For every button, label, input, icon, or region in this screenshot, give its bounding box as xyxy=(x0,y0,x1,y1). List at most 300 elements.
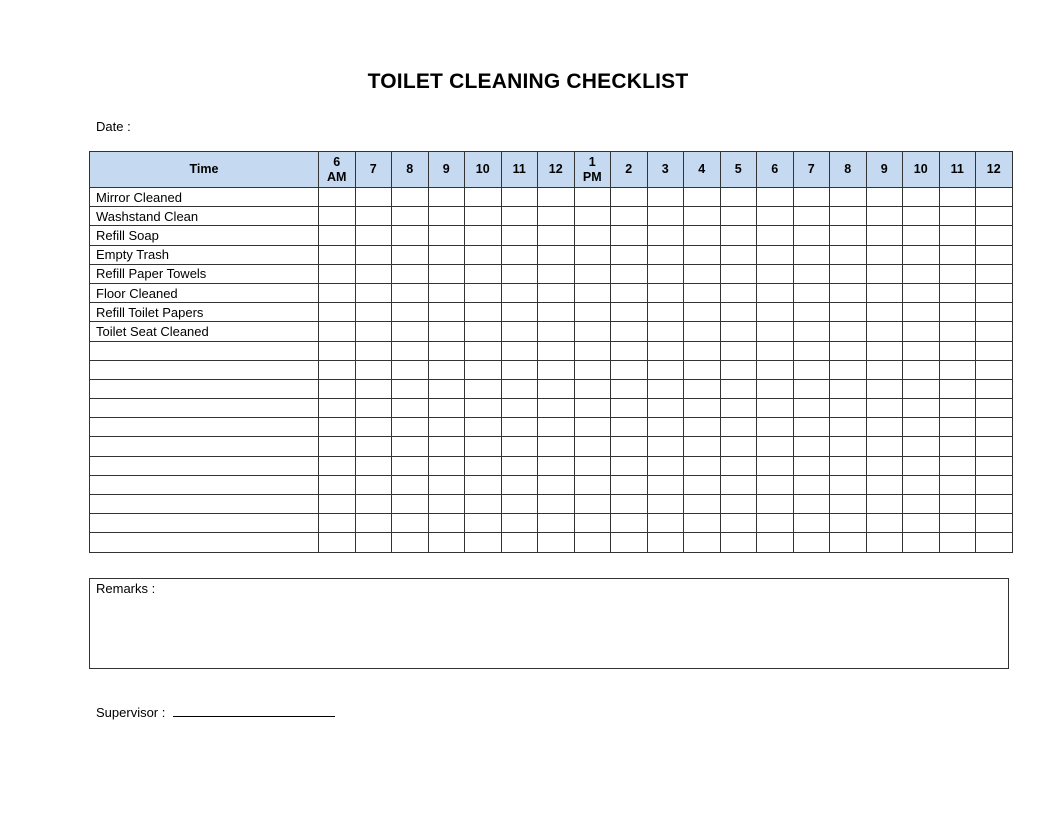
check-cell[interactable] xyxy=(903,322,940,341)
check-cell[interactable] xyxy=(830,341,867,360)
check-cell[interactable] xyxy=(465,341,502,360)
check-cell[interactable] xyxy=(866,418,903,437)
check-cell[interactable] xyxy=(501,188,538,207)
check-cell[interactable] xyxy=(392,360,429,379)
check-cell[interactable] xyxy=(319,188,356,207)
check-cell[interactable] xyxy=(465,207,502,226)
check-cell[interactable] xyxy=(611,245,648,264)
check-cell[interactable] xyxy=(757,226,794,245)
check-cell[interactable] xyxy=(830,533,867,552)
check-cell[interactable] xyxy=(465,437,502,456)
check-cell[interactable] xyxy=(720,456,757,475)
check-cell[interactable] xyxy=(355,399,392,418)
check-cell[interactable] xyxy=(465,456,502,475)
check-cell[interactable] xyxy=(319,245,356,264)
check-cell[interactable] xyxy=(684,207,721,226)
check-cell[interactable] xyxy=(392,303,429,322)
check-cell[interactable] xyxy=(757,245,794,264)
check-cell[interactable] xyxy=(647,283,684,302)
check-cell[interactable] xyxy=(574,207,611,226)
check-cell[interactable] xyxy=(647,207,684,226)
check-cell[interactable] xyxy=(903,303,940,322)
check-cell[interactable] xyxy=(684,437,721,456)
check-cell[interactable] xyxy=(465,475,502,494)
check-cell[interactable] xyxy=(684,283,721,302)
check-cell[interactable] xyxy=(939,495,976,514)
check-cell[interactable] xyxy=(976,533,1013,552)
check-cell[interactable] xyxy=(939,341,976,360)
check-cell[interactable] xyxy=(465,514,502,533)
check-cell[interactable] xyxy=(428,188,465,207)
check-cell[interactable] xyxy=(720,264,757,283)
check-cell[interactable] xyxy=(647,456,684,475)
check-cell[interactable] xyxy=(428,456,465,475)
check-cell[interactable] xyxy=(647,437,684,456)
check-cell[interactable] xyxy=(903,341,940,360)
check-cell[interactable] xyxy=(793,379,830,398)
check-cell[interactable] xyxy=(501,360,538,379)
check-cell[interactable] xyxy=(465,533,502,552)
check-cell[interactable] xyxy=(939,418,976,437)
check-cell[interactable] xyxy=(538,283,575,302)
check-cell[interactable] xyxy=(319,360,356,379)
check-cell[interactable] xyxy=(830,283,867,302)
check-cell[interactable] xyxy=(428,437,465,456)
check-cell[interactable] xyxy=(757,533,794,552)
check-cell[interactable] xyxy=(355,226,392,245)
check-cell[interactable] xyxy=(866,533,903,552)
check-cell[interactable] xyxy=(428,264,465,283)
check-cell[interactable] xyxy=(830,456,867,475)
check-cell[interactable] xyxy=(866,514,903,533)
check-cell[interactable] xyxy=(355,379,392,398)
check-cell[interactable] xyxy=(319,495,356,514)
check-cell[interactable] xyxy=(574,360,611,379)
check-cell[interactable] xyxy=(939,533,976,552)
check-cell[interactable] xyxy=(319,514,356,533)
check-cell[interactable] xyxy=(647,226,684,245)
check-cell[interactable] xyxy=(538,399,575,418)
check-cell[interactable] xyxy=(611,322,648,341)
check-cell[interactable] xyxy=(428,283,465,302)
check-cell[interactable] xyxy=(939,514,976,533)
check-cell[interactable] xyxy=(355,207,392,226)
check-cell[interactable] xyxy=(903,264,940,283)
check-cell[interactable] xyxy=(830,264,867,283)
check-cell[interactable] xyxy=(647,264,684,283)
check-cell[interactable] xyxy=(976,399,1013,418)
check-cell[interactable] xyxy=(428,207,465,226)
check-cell[interactable] xyxy=(538,245,575,264)
check-cell[interactable] xyxy=(757,303,794,322)
check-cell[interactable] xyxy=(647,322,684,341)
check-cell[interactable] xyxy=(757,437,794,456)
check-cell[interactable] xyxy=(319,283,356,302)
check-cell[interactable] xyxy=(976,322,1013,341)
check-cell[interactable] xyxy=(319,207,356,226)
check-cell[interactable] xyxy=(720,514,757,533)
check-cell[interactable] xyxy=(793,437,830,456)
check-cell[interactable] xyxy=(976,303,1013,322)
check-cell[interactable] xyxy=(319,456,356,475)
check-cell[interactable] xyxy=(392,207,429,226)
check-cell[interactable] xyxy=(684,514,721,533)
check-cell[interactable] xyxy=(392,245,429,264)
check-cell[interactable] xyxy=(501,437,538,456)
check-cell[interactable] xyxy=(720,245,757,264)
check-cell[interactable] xyxy=(574,418,611,437)
check-cell[interactable] xyxy=(684,456,721,475)
check-cell[interactable] xyxy=(720,322,757,341)
check-cell[interactable] xyxy=(465,360,502,379)
check-cell[interactable] xyxy=(903,399,940,418)
check-cell[interactable] xyxy=(392,533,429,552)
check-cell[interactable] xyxy=(392,495,429,514)
check-cell[interactable] xyxy=(611,264,648,283)
check-cell[interactable] xyxy=(757,418,794,437)
check-cell[interactable] xyxy=(538,533,575,552)
check-cell[interactable] xyxy=(866,264,903,283)
check-cell[interactable] xyxy=(319,341,356,360)
check-cell[interactable] xyxy=(866,341,903,360)
check-cell[interactable] xyxy=(501,207,538,226)
check-cell[interactable] xyxy=(684,303,721,322)
check-cell[interactable] xyxy=(538,495,575,514)
check-cell[interactable] xyxy=(355,188,392,207)
check-cell[interactable] xyxy=(830,322,867,341)
check-cell[interactable] xyxy=(939,188,976,207)
check-cell[interactable] xyxy=(355,475,392,494)
check-cell[interactable] xyxy=(574,226,611,245)
check-cell[interactable] xyxy=(465,495,502,514)
check-cell[interactable] xyxy=(501,379,538,398)
check-cell[interactable] xyxy=(574,399,611,418)
check-cell[interactable] xyxy=(465,418,502,437)
check-cell[interactable] xyxy=(866,437,903,456)
check-cell[interactable] xyxy=(866,360,903,379)
check-cell[interactable] xyxy=(465,188,502,207)
check-cell[interactable] xyxy=(939,303,976,322)
check-cell[interactable] xyxy=(830,475,867,494)
check-cell[interactable] xyxy=(611,188,648,207)
check-cell[interactable] xyxy=(574,264,611,283)
check-cell[interactable] xyxy=(830,495,867,514)
check-cell[interactable] xyxy=(684,495,721,514)
check-cell[interactable] xyxy=(392,399,429,418)
check-cell[interactable] xyxy=(939,360,976,379)
check-cell[interactable] xyxy=(428,245,465,264)
check-cell[interactable] xyxy=(538,264,575,283)
check-cell[interactable] xyxy=(428,533,465,552)
check-cell[interactable] xyxy=(611,283,648,302)
check-cell[interactable] xyxy=(793,533,830,552)
check-cell[interactable] xyxy=(684,188,721,207)
check-cell[interactable] xyxy=(903,456,940,475)
check-cell[interactable] xyxy=(757,360,794,379)
check-cell[interactable] xyxy=(538,418,575,437)
check-cell[interactable] xyxy=(647,399,684,418)
check-cell[interactable] xyxy=(574,283,611,302)
check-cell[interactable] xyxy=(757,322,794,341)
check-cell[interactable] xyxy=(574,245,611,264)
check-cell[interactable] xyxy=(939,245,976,264)
check-cell[interactable] xyxy=(684,245,721,264)
check-cell[interactable] xyxy=(501,283,538,302)
check-cell[interactable] xyxy=(428,303,465,322)
check-cell[interactable] xyxy=(428,495,465,514)
check-cell[interactable] xyxy=(903,437,940,456)
check-cell[interactable] xyxy=(939,437,976,456)
check-cell[interactable] xyxy=(793,207,830,226)
check-cell[interactable] xyxy=(976,360,1013,379)
check-cell[interactable] xyxy=(720,475,757,494)
check-cell[interactable] xyxy=(830,188,867,207)
check-cell[interactable] xyxy=(720,341,757,360)
check-cell[interactable] xyxy=(647,514,684,533)
check-cell[interactable] xyxy=(647,303,684,322)
check-cell[interactable] xyxy=(355,322,392,341)
check-cell[interactable] xyxy=(465,322,502,341)
check-cell[interactable] xyxy=(830,437,867,456)
check-cell[interactable] xyxy=(866,475,903,494)
check-cell[interactable] xyxy=(355,303,392,322)
check-cell[interactable] xyxy=(574,341,611,360)
check-cell[interactable] xyxy=(465,399,502,418)
check-cell[interactable] xyxy=(757,341,794,360)
check-cell[interactable] xyxy=(538,475,575,494)
check-cell[interactable] xyxy=(392,418,429,437)
check-cell[interactable] xyxy=(501,226,538,245)
check-cell[interactable] xyxy=(538,188,575,207)
check-cell[interactable] xyxy=(319,379,356,398)
remarks-box[interactable] xyxy=(89,578,1009,669)
check-cell[interactable] xyxy=(501,303,538,322)
check-cell[interactable] xyxy=(720,437,757,456)
check-cell[interactable] xyxy=(392,475,429,494)
check-cell[interactable] xyxy=(428,322,465,341)
check-cell[interactable] xyxy=(501,495,538,514)
check-cell[interactable] xyxy=(574,514,611,533)
check-cell[interactable] xyxy=(392,264,429,283)
check-cell[interactable] xyxy=(465,245,502,264)
check-cell[interactable] xyxy=(392,456,429,475)
check-cell[interactable] xyxy=(319,437,356,456)
check-cell[interactable] xyxy=(976,188,1013,207)
check-cell[interactable] xyxy=(611,533,648,552)
check-cell[interactable] xyxy=(501,456,538,475)
check-cell[interactable] xyxy=(319,533,356,552)
check-cell[interactable] xyxy=(866,207,903,226)
check-cell[interactable] xyxy=(428,514,465,533)
check-cell[interactable] xyxy=(976,283,1013,302)
check-cell[interactable] xyxy=(501,322,538,341)
check-cell[interactable] xyxy=(939,207,976,226)
check-cell[interactable] xyxy=(392,379,429,398)
check-cell[interactable] xyxy=(574,437,611,456)
check-cell[interactable] xyxy=(976,437,1013,456)
check-cell[interactable] xyxy=(647,379,684,398)
check-cell[interactable] xyxy=(319,399,356,418)
check-cell[interactable] xyxy=(538,226,575,245)
check-cell[interactable] xyxy=(903,226,940,245)
check-cell[interactable] xyxy=(355,264,392,283)
check-cell[interactable] xyxy=(428,360,465,379)
check-cell[interactable] xyxy=(501,264,538,283)
check-cell[interactable] xyxy=(647,418,684,437)
check-cell[interactable] xyxy=(976,207,1013,226)
check-cell[interactable] xyxy=(647,245,684,264)
check-cell[interactable] xyxy=(684,264,721,283)
check-cell[interactable] xyxy=(538,341,575,360)
check-cell[interactable] xyxy=(866,495,903,514)
check-cell[interactable] xyxy=(538,514,575,533)
check-cell[interactable] xyxy=(757,283,794,302)
check-cell[interactable] xyxy=(611,341,648,360)
check-cell[interactable] xyxy=(976,245,1013,264)
check-cell[interactable] xyxy=(866,245,903,264)
check-cell[interactable] xyxy=(720,418,757,437)
check-cell[interactable] xyxy=(793,303,830,322)
check-cell[interactable] xyxy=(501,514,538,533)
check-cell[interactable] xyxy=(611,379,648,398)
check-cell[interactable] xyxy=(574,188,611,207)
check-cell[interactable] xyxy=(465,379,502,398)
check-cell[interactable] xyxy=(319,226,356,245)
check-cell[interactable] xyxy=(757,379,794,398)
check-cell[interactable] xyxy=(392,188,429,207)
check-cell[interactable] xyxy=(757,188,794,207)
check-cell[interactable] xyxy=(684,379,721,398)
check-cell[interactable] xyxy=(684,322,721,341)
check-cell[interactable] xyxy=(757,514,794,533)
check-cell[interactable] xyxy=(392,437,429,456)
check-cell[interactable] xyxy=(428,379,465,398)
check-cell[interactable] xyxy=(903,245,940,264)
check-cell[interactable] xyxy=(501,475,538,494)
check-cell[interactable] xyxy=(538,360,575,379)
check-cell[interactable] xyxy=(465,264,502,283)
check-cell[interactable] xyxy=(319,475,356,494)
check-cell[interactable] xyxy=(647,495,684,514)
check-cell[interactable] xyxy=(538,437,575,456)
check-cell[interactable] xyxy=(720,495,757,514)
check-cell[interactable] xyxy=(611,456,648,475)
check-cell[interactable] xyxy=(793,495,830,514)
check-cell[interactable] xyxy=(465,283,502,302)
check-cell[interactable] xyxy=(465,303,502,322)
check-cell[interactable] xyxy=(392,514,429,533)
check-cell[interactable] xyxy=(538,456,575,475)
check-cell[interactable] xyxy=(684,341,721,360)
check-cell[interactable] xyxy=(501,418,538,437)
check-cell[interactable] xyxy=(538,379,575,398)
supervisor-signature-field[interactable] xyxy=(173,704,335,717)
check-cell[interactable] xyxy=(793,245,830,264)
check-cell[interactable] xyxy=(611,399,648,418)
check-cell[interactable] xyxy=(866,283,903,302)
check-cell[interactable] xyxy=(355,283,392,302)
check-cell[interactable] xyxy=(757,399,794,418)
check-cell[interactable] xyxy=(647,188,684,207)
check-cell[interactable] xyxy=(939,475,976,494)
check-cell[interactable] xyxy=(793,264,830,283)
check-cell[interactable] xyxy=(501,341,538,360)
check-cell[interactable] xyxy=(355,360,392,379)
check-cell[interactable] xyxy=(574,379,611,398)
check-cell[interactable] xyxy=(501,533,538,552)
check-cell[interactable] xyxy=(903,283,940,302)
check-cell[interactable] xyxy=(939,226,976,245)
check-cell[interactable] xyxy=(720,207,757,226)
check-cell[interactable] xyxy=(319,303,356,322)
check-cell[interactable] xyxy=(757,456,794,475)
check-cell[interactable] xyxy=(574,533,611,552)
check-cell[interactable] xyxy=(866,322,903,341)
check-cell[interactable] xyxy=(903,475,940,494)
check-cell[interactable] xyxy=(976,264,1013,283)
check-cell[interactable] xyxy=(830,514,867,533)
check-cell[interactable] xyxy=(392,226,429,245)
check-cell[interactable] xyxy=(392,341,429,360)
check-cell[interactable] xyxy=(757,475,794,494)
check-cell[interactable] xyxy=(939,456,976,475)
check-cell[interactable] xyxy=(830,303,867,322)
check-cell[interactable] xyxy=(903,495,940,514)
check-cell[interactable] xyxy=(355,437,392,456)
check-cell[interactable] xyxy=(866,188,903,207)
check-cell[interactable] xyxy=(830,245,867,264)
check-cell[interactable] xyxy=(574,475,611,494)
check-cell[interactable] xyxy=(939,399,976,418)
check-cell[interactable] xyxy=(830,360,867,379)
check-cell[interactable] xyxy=(903,418,940,437)
check-cell[interactable] xyxy=(574,322,611,341)
check-cell[interactable] xyxy=(793,399,830,418)
check-cell[interactable] xyxy=(355,456,392,475)
check-cell[interactable] xyxy=(501,399,538,418)
check-cell[interactable] xyxy=(903,207,940,226)
check-cell[interactable] xyxy=(428,226,465,245)
check-cell[interactable] xyxy=(939,264,976,283)
check-cell[interactable] xyxy=(720,379,757,398)
check-cell[interactable] xyxy=(866,399,903,418)
check-cell[interactable] xyxy=(647,475,684,494)
check-cell[interactable] xyxy=(684,360,721,379)
check-cell[interactable] xyxy=(976,495,1013,514)
check-cell[interactable] xyxy=(830,207,867,226)
check-cell[interactable] xyxy=(392,283,429,302)
check-cell[interactable] xyxy=(866,303,903,322)
check-cell[interactable] xyxy=(976,341,1013,360)
check-cell[interactable] xyxy=(793,322,830,341)
check-cell[interactable] xyxy=(830,226,867,245)
check-cell[interactable] xyxy=(611,418,648,437)
check-cell[interactable] xyxy=(720,226,757,245)
check-cell[interactable] xyxy=(538,207,575,226)
check-cell[interactable] xyxy=(793,360,830,379)
check-cell[interactable] xyxy=(903,360,940,379)
check-cell[interactable] xyxy=(574,303,611,322)
check-cell[interactable] xyxy=(611,207,648,226)
check-cell[interactable] xyxy=(830,399,867,418)
check-cell[interactable] xyxy=(611,226,648,245)
check-cell[interactable] xyxy=(903,188,940,207)
check-cell[interactable] xyxy=(976,418,1013,437)
check-cell[interactable] xyxy=(355,514,392,533)
check-cell[interactable] xyxy=(793,188,830,207)
check-cell[interactable] xyxy=(976,456,1013,475)
check-cell[interactable] xyxy=(757,495,794,514)
